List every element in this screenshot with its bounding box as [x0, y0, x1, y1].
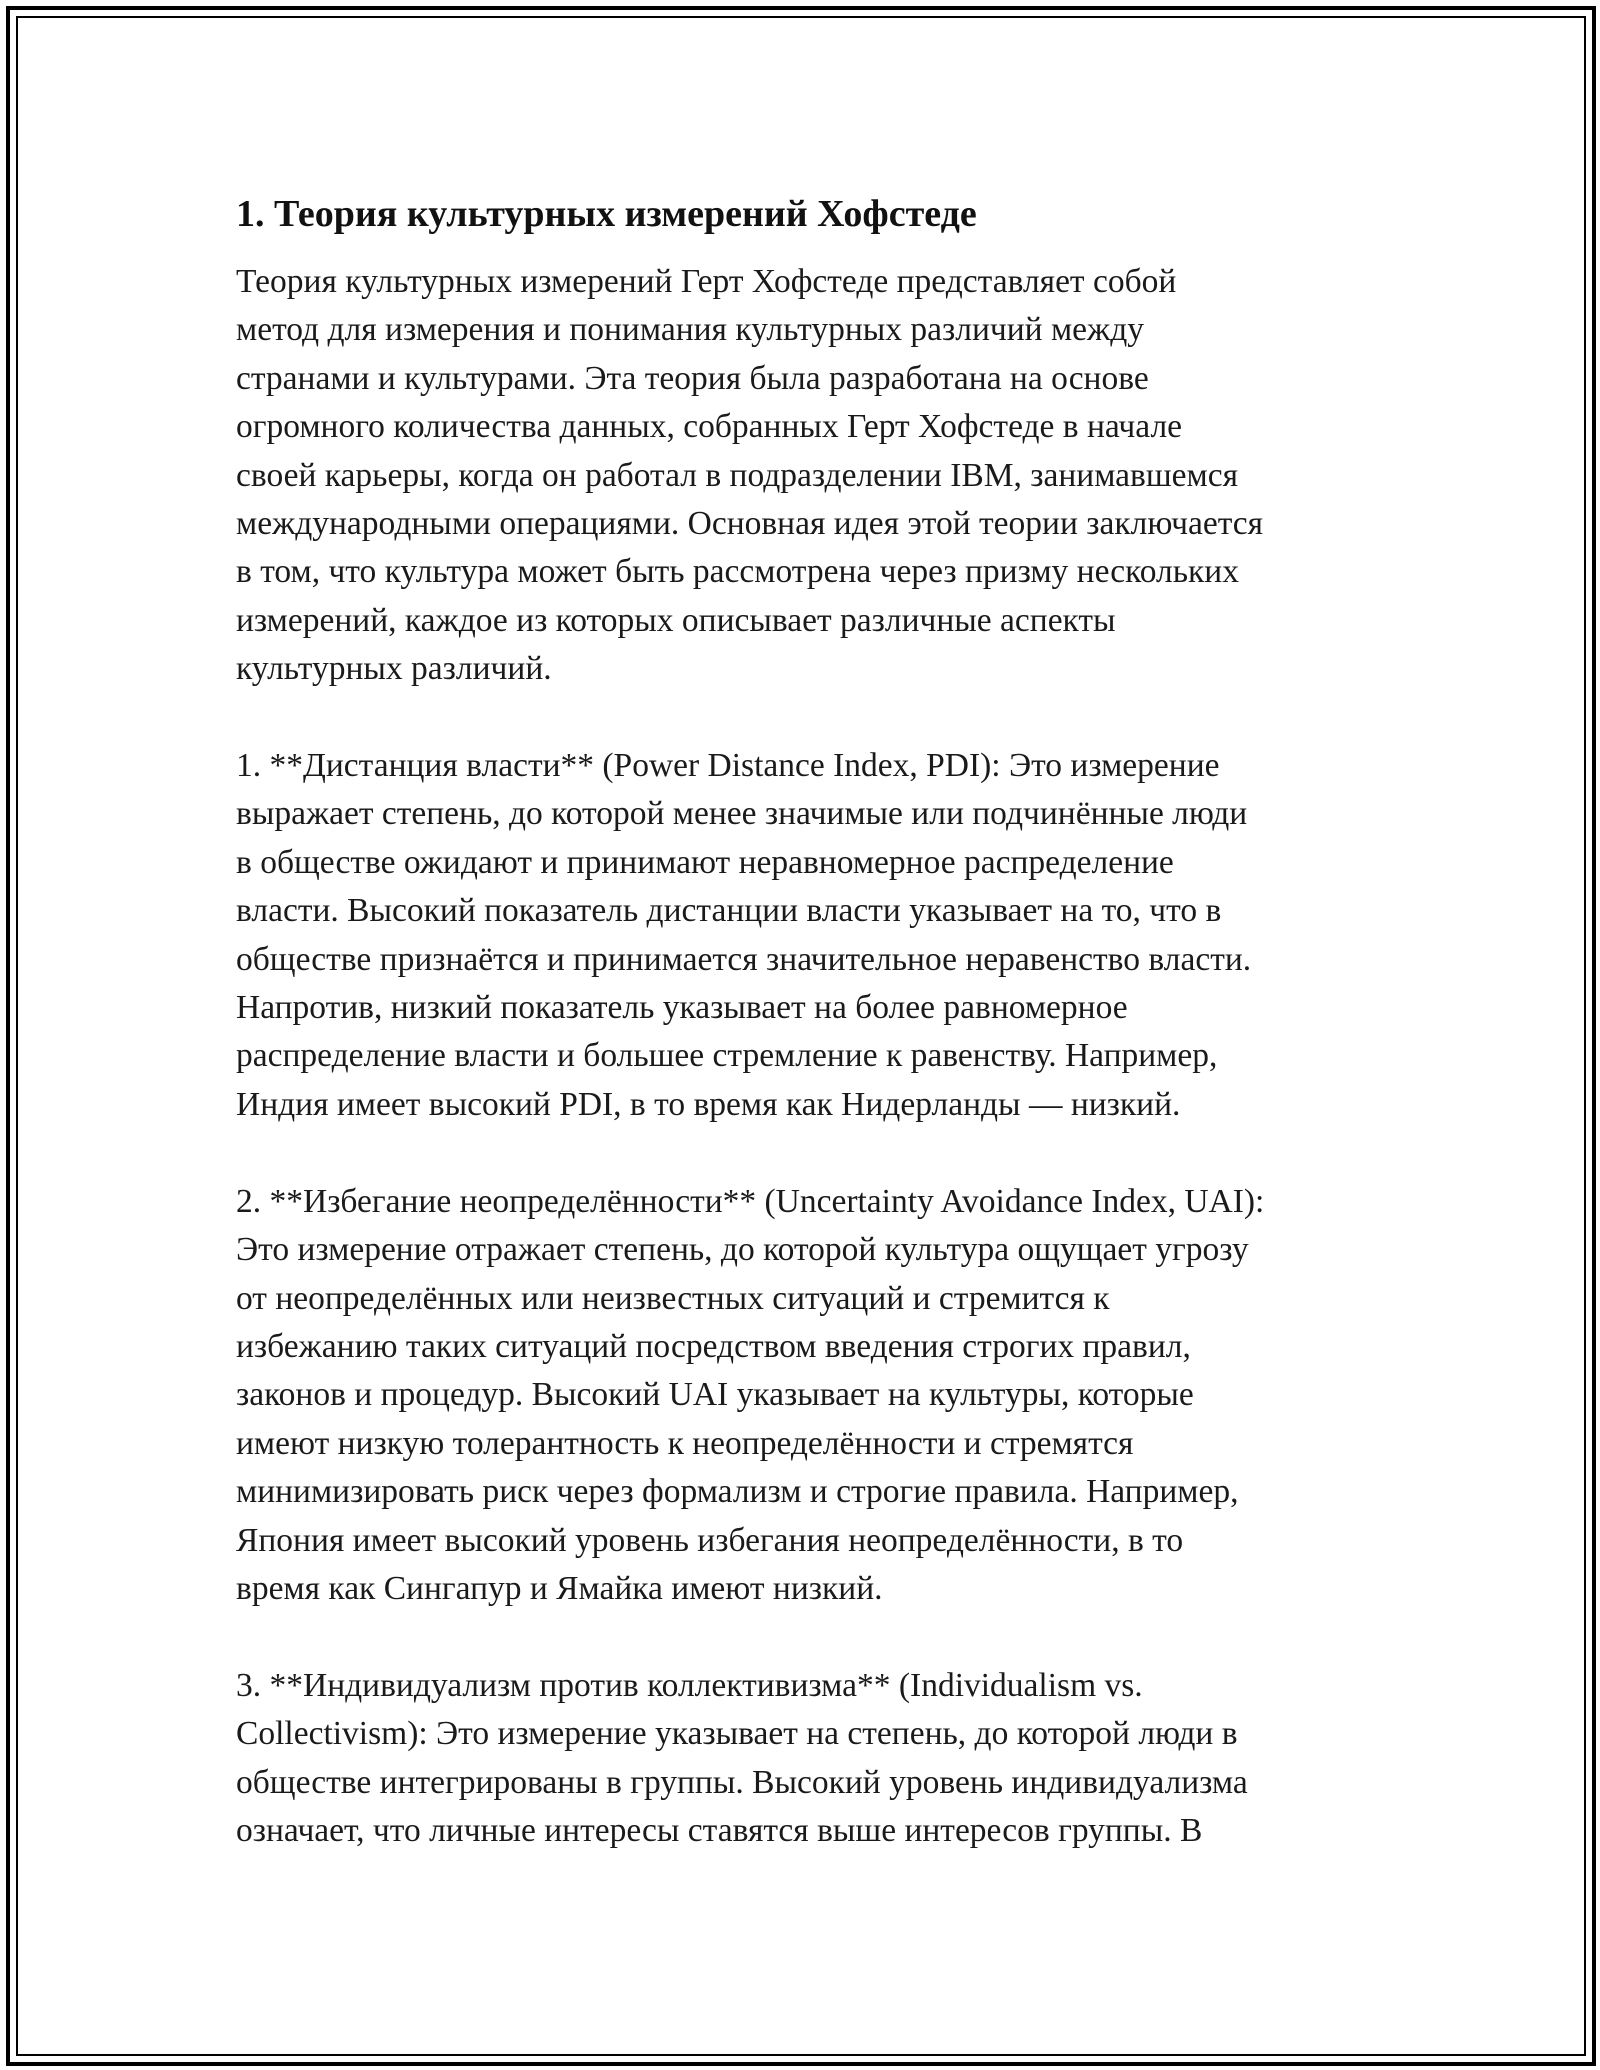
intro-paragraph: Теория культурных измерений Герт Хофстеде представляет собой метод для измерения и понимания культурных различий между странами и культурами. Эта теория была разработана на основе огромного количества данных, собранных Герт Хофстеде в начале своей карьеры, когда он работал в подразделении IBM, занимавшемся международными операциями. Основная идея этой теории заключается в том, что культура может быть рассмотрена через призму нескольких измерений, каждое из которых описывает различные аспекты культурных различий.: [236, 263, 1264, 688]
uncertainty-avoidance-paragraph: 2. **Избегание неопределённости** (Uncertainty Avoidance Index, UAI): Это измерение отражает степень, до которой культура ощущает угрозу от неопределённых или неизвестных ситуаций и стремится к избежанию таких ситуаций посредством введения строгих правил, законов и процедур. Высокий UAI указывает на культуры, которые имеют низкую толерантность к неопределённости и стремятся минимизировать риск через формализм и строгие правила. Например, Япония имеет высокий уровень избегания неопределённости, в то время как Сингапур и Ямайка имеют низкий.: [236, 1182, 1265, 1607]
document-body: [236, 186, 1396, 1904]
section-heading: 1. Теория культурных измерений Хофстеде: [236, 193, 977, 235]
individualism-paragraph: 3. **Индивидуализм против коллективизма** (Individualism vs. Collectivism): Это измерение указывает на степень, до которой люди в обществе интегрированы в группы. Высокий уровень индивидуализма означает, что личные интересы ставятся выше интересов группы. В: [236, 1666, 1248, 1849]
power-distance-paragraph: 1. **Дистанция власти** (Power Distance Index, PDI): Это измерение выражает степень, до которой менее значимые или подчинённые люди в обществе ожидают и принимают неравномерное распределение власти. Высокий показатель дистанции власти указывает на то, что в обществе признаётся и принимается значительное неравенство власти. Напротив, низкий показатель указывает на более равномерное распределение власти и большее стремление к равенству. Например, Индия имеет высокий PDI, в то время как Нидерланды — низкий.: [236, 747, 1252, 1123]
